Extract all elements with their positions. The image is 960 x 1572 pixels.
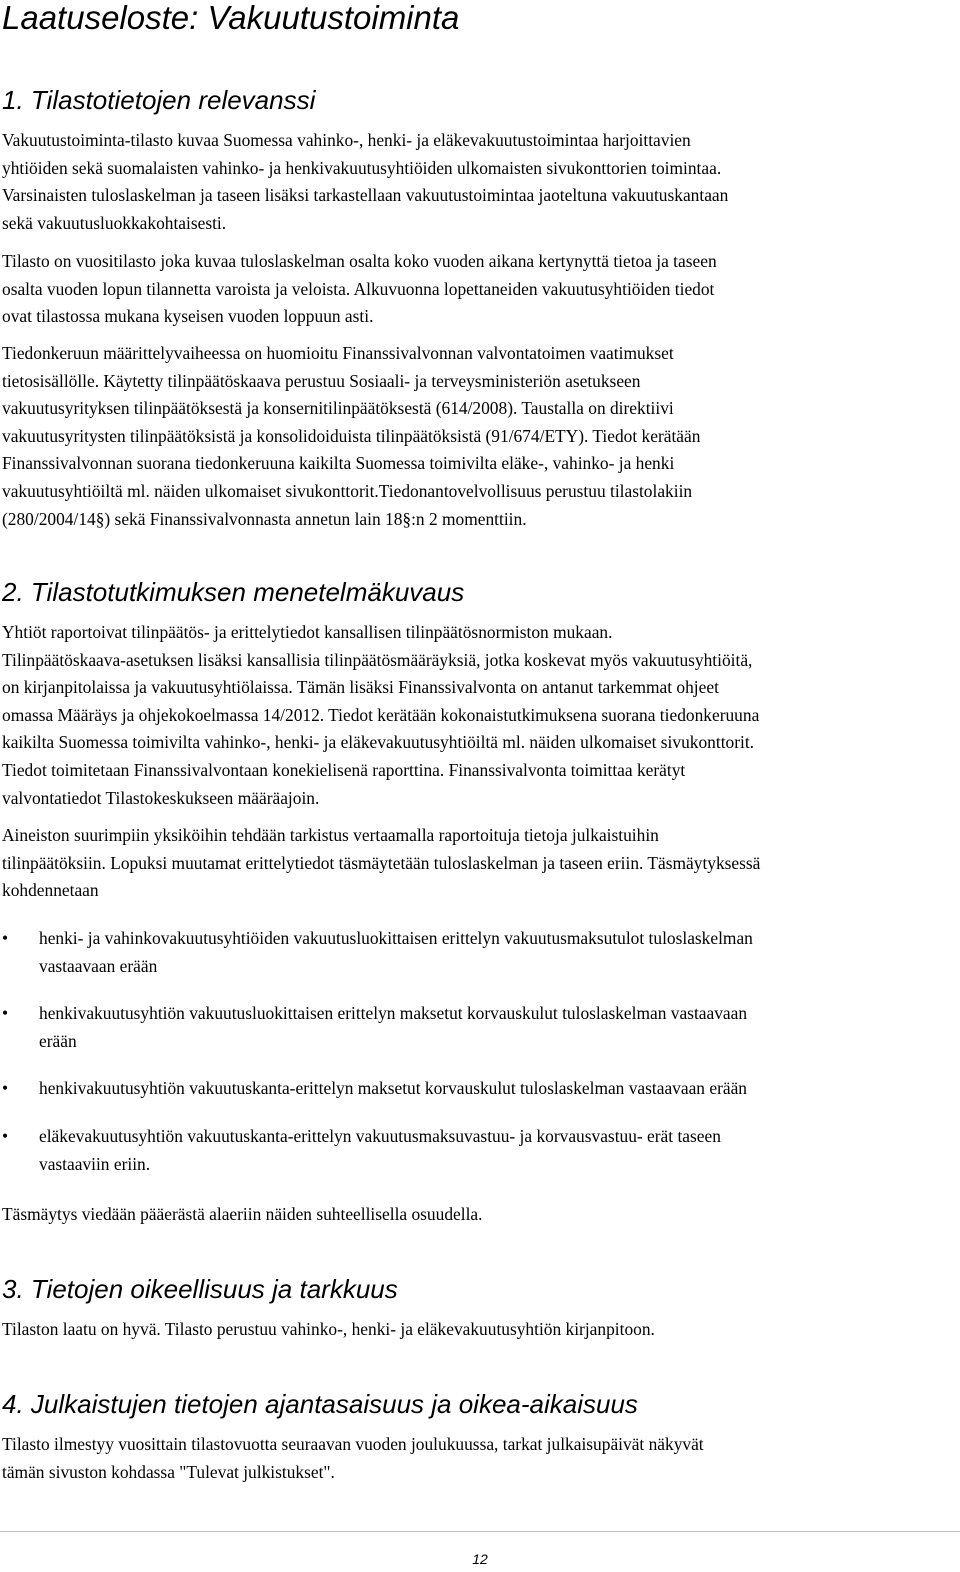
- text-line: kaikilta Suomessa toimivilta vahinko-, henki- ja eläkevakuutusyhtiöiltä ml. näiden ulkomaiset sivukonttorit.: [2, 732, 755, 753]
- text-line: Tilinpäätöskaava-asetuksen lisäksi kansallisia tilinpäätösmääräyksiä, jotka koskevat myös vakuutusyhtiöitä,: [2, 649, 753, 670]
- section-3-paragraph-1: [2, 1316, 958, 1344]
- page-number: 12: [472, 1551, 488, 1567]
- text-line: henki- ja vahinkovakuutusyhtiöiden vakuutusluokittaisen erittelyn vakuutusmaksutulot tuloslaskelman: [39, 928, 753, 948]
- bullet-icon: •: [2, 928, 9, 948]
- text-line: Vakuutustoiminta-tilasto kuvaa Suomessa vahinko-, henki- ja eläkevakuutustoimintaa harjoittavien: [2, 130, 691, 150]
- list-item-text: [39, 1075, 747, 1103]
- text-line: tilinpäätöksiin. Lopuksi muutamat erittelytiedot täsmäytetään tuloslaskelman ja taseen eriin. Täsmäytyksessä: [2, 852, 761, 873]
- section-1-heading: 1. Tilastotietojen relevanssi: [2, 85, 316, 115]
- list-item-text: [39, 1000, 747, 1055]
- text-line: sekä vakuutusluokkakohtaisesti.: [2, 212, 227, 233]
- text-line: Täsmäytys viedään pääerästä alaeriin näiden suhteellisella osuudella.: [2, 1204, 483, 1224]
- text-line: valvontatiedot Tilastokeskukseen määräajoin.: [2, 787, 320, 808]
- text-line: vakuutusyhtiöiltä ml. näiden ulkomaiset sivukonttorit.Tiedonantovelvollisuus perustuu tilastolakiin: [2, 480, 693, 501]
- text-line: Aineiston suurimpiin yksiköihin tehdään tarkistus vertaamalla raportoituja tietoja julkaistuihin: [2, 825, 659, 845]
- bullet-icon: •: [2, 1003, 9, 1023]
- text-line: yhtiöiden sekä suomalaisten vahinko- ja henkivakuutusyhtiöiden ulkomaisten sivukonttorien toimintaa.: [2, 157, 722, 178]
- text-line: Varsinaisten tuloslaskelman ja taseen lisäksi tarkastellaan vakuutustoimintaa jaoteltuna vakuutuskantaan: [2, 185, 729, 206]
- text-line: (280/2004/14§) sekä Finanssivalvonnasta annetun lain 18§:n 2 momenttiin.: [2, 508, 527, 529]
- text-line: erään: [39, 1030, 77, 1051]
- text-line: eläkevakuutusyhtiön vakuutuskanta-erittelyn vakuutusmaksuvastuu- ja korvausvastuu- erät taseen: [39, 1126, 721, 1146]
- bullet-icon: •: [2, 1126, 9, 1146]
- text-line: Finanssivalvonnan suorana tiedonkeruuna kaikilta Suomessa toimivilta eläke-, vahinko- ja henki: [2, 453, 675, 474]
- text-line: Tilaston laatu on hyvä. Tilasto perustuu vahinko-, henki- ja eläkevakuutusyhtiön kirjanpitoon.: [2, 1319, 655, 1339]
- footer-divider: [0, 1531, 960, 1532]
- text-line: vakuutusyritysten tilinpäätöksistä ja konsolidoiduista tilinpäätöksistä (91/674/ETY). Tiedot kerätään: [2, 425, 701, 446]
- bullet-icon: •: [2, 1078, 9, 1098]
- section-1-paragraph-2: [2, 248, 958, 331]
- text-line: on kirjanpitolaissa ja vakuutusyhtiölaissa. Tämän lisäksi Finanssivalvonta on antanut tarkemmat ohjeet: [2, 677, 719, 698]
- text-line: vastaavaan erään: [39, 955, 158, 976]
- text-line: henkivakuutusyhtiön vakuutuskanta-erittelyn maksetut korvauskulut tuloslaskelman vastaavaan erään: [39, 1078, 747, 1098]
- text-line: Tilasto ilmestyy vuosittain tilastovuotta seuraavan vuoden joulukuussa, tarkat julkaisupäivät näkyvät: [2, 1434, 704, 1454]
- text-line: vakuutusyrityksen tilinpäätöksestä ja konsernitilinpäätöksestä (614/2008). Taustalla on direktiivi: [2, 398, 674, 419]
- text-line: tietosisällölle. Käytetty tilinpäätöskaava perustuu Sosiaali- ja terveysministeriön asetukseen: [2, 370, 641, 391]
- list-item-text: [39, 1123, 721, 1178]
- section-2-heading: 2. Tilastotutkimuksen menetelmäkuvaus: [2, 577, 465, 607]
- text-line: Tiedonkeruun määrittelyvaiheessa on huomioitu Finanssivalvonnan valvontatoimen vaatimukset: [2, 343, 674, 363]
- text-line: tämän sivuston kohdassa "Tulevat julkistukset".: [2, 1461, 335, 1482]
- text-line: henkivakuutusyhtiön vakuutusluokittaisen erittelyn maksetut korvauskulut tuloslaskelman vastaavaan: [39, 1003, 748, 1023]
- section-4-heading: 4. Julkaistujen tietojen ajantasaisuus ja oikea-aikaisuus: [2, 1389, 638, 1419]
- text-line: ovat tilastossa mukana kyseisen vuoden loppuun asti.: [2, 306, 374, 327]
- list-item-text: [39, 925, 753, 980]
- text-line: kohdennetaan: [2, 880, 99, 901]
- section-4-paragraph-1: [2, 1431, 958, 1486]
- section-3-heading: 3. Tietojen oikeellisuus ja tarkkuus: [2, 1274, 398, 1304]
- document-title: Laatuseloste: Vakuutustoiminta: [2, 0, 460, 36]
- text-line: Tiedot toimitetaan Finanssivalvontaan konekielisenä raporttina. Finanssivalvonta toimittaa kerätyt: [2, 759, 686, 780]
- section-1-paragraph-3: [2, 340, 958, 533]
- text-line: Tilasto on vuositilasto joka kuvaa tuloslaskelman osalta koko vuoden aikana kertynyttä tietoa ja taseen: [2, 251, 717, 271]
- section-2-paragraph-1: [2, 619, 958, 812]
- section-1-paragraph-1: [2, 127, 958, 237]
- section-2-closing-paragraph: [2, 1201, 958, 1229]
- text-line: vastaaviin eriin.: [39, 1153, 151, 1174]
- text-line: Yhtiöt raportoivat tilinpäätös- ja erittelytiedot kansallisen tilinpäätösnormiston mukaan.: [2, 622, 613, 642]
- text-line: omassa Määräys ja ohjekokoelmassa 14/2012. Tiedot kerätään kokonaistutkimuksena suorana tiedonkeruuna: [2, 704, 760, 725]
- text-line: osalta vuoden lopun tilannetta varoista ja veloista. Alkuvuonna lopettaneiden vakuutusyhtiöiden tiedot: [2, 278, 715, 299]
- section-2-paragraph-2: [2, 822, 958, 905]
